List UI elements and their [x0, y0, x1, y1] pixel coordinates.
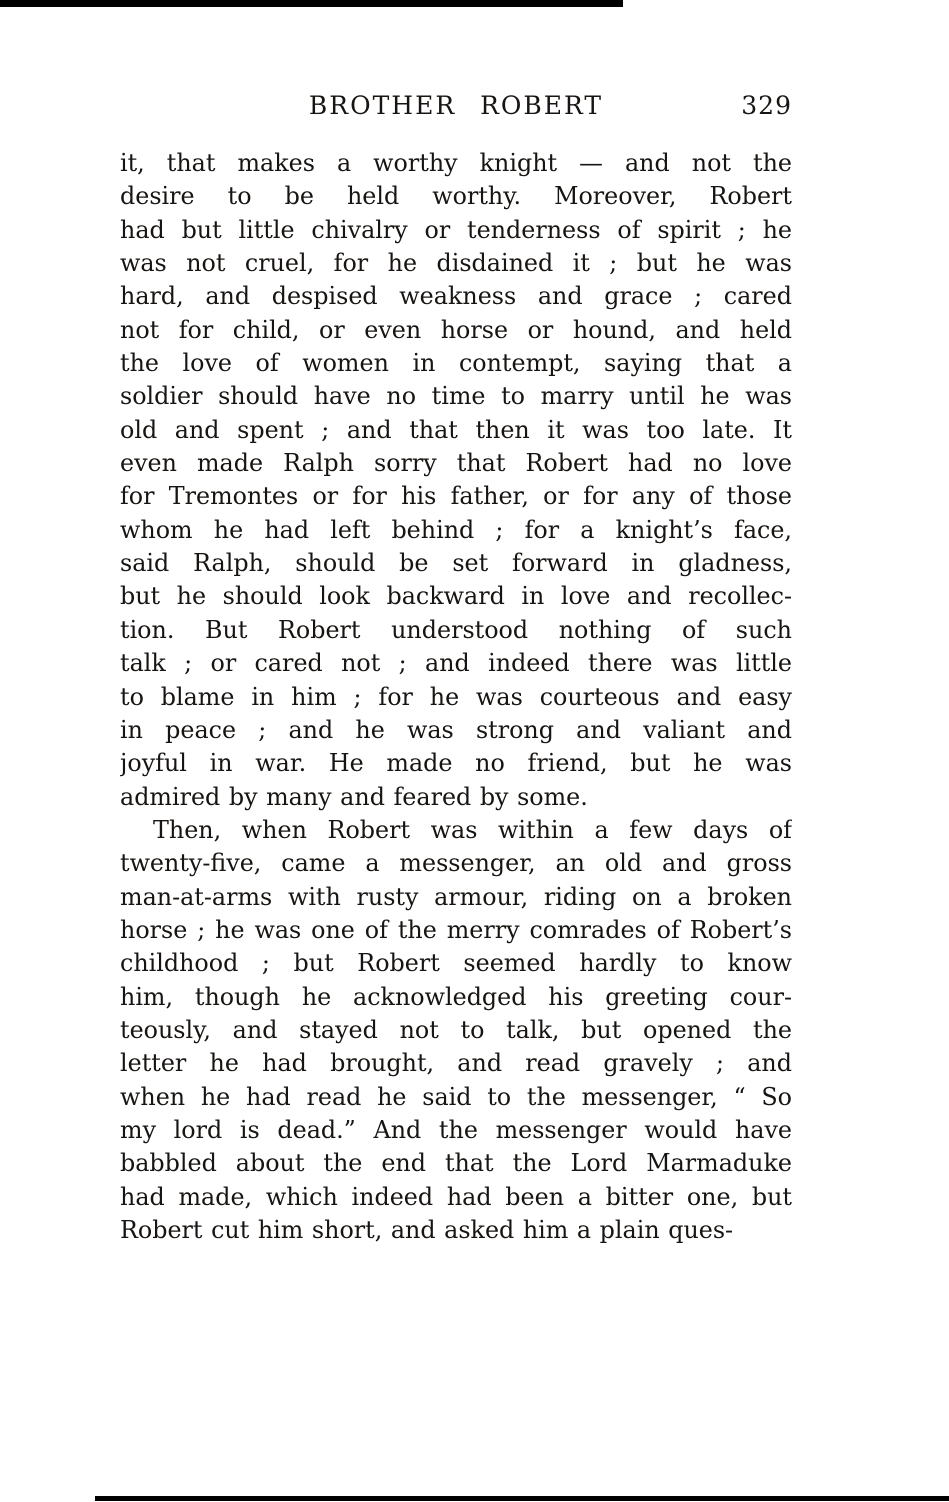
text-line: man-at-arms with rusty armour, riding on a broken — [120, 882, 792, 911]
text-line: but he should look backward in love and recollec- — [120, 582, 792, 611]
text-line: twenty-five, came a messenger, an old and gross — [120, 849, 792, 878]
text-line: Then, when Robert was within a few days of — [153, 815, 792, 844]
text-line: was not cruel, for he disdained it ; but he was — [120, 249, 792, 278]
text-line: soldier should have no time to marry until he was — [120, 382, 792, 411]
text-line: for Tremontes or for his father, or for any of those — [120, 482, 792, 511]
text-line: childhood ; but Robert seemed hardly to know — [120, 949, 792, 978]
text-line: to blame in him ; for he was courteous and easy — [120, 682, 792, 711]
page-header — [120, 90, 792, 122]
text-line: my lord is dead.” And the messenger would have — [120, 1115, 792, 1144]
text-line: desire to be held worthy. Moreover, Robert — [120, 182, 792, 211]
text-line: whom he had left behind ; for a knight’s face, — [120, 515, 792, 544]
scan-artifact-top — [0, 0, 623, 7]
text-line: him, though he acknowledged his greeting cour- — [120, 982, 792, 1011]
text-line: tion. But Robert understood nothing of such — [120, 615, 792, 644]
body-text-block — [120, 147, 792, 1247]
text-line: in peace ; and he was strong and valiant and — [120, 715, 792, 744]
text-line: not for child, or even horse or hound, and held — [120, 315, 792, 344]
text-line: admired by many and feared by some. — [120, 782, 588, 811]
text-line: teously, and stayed not to talk, but opened the — [120, 1015, 792, 1044]
text-line: letter he had brought, and read gravely ; and — [120, 1049, 792, 1078]
text-line: had made, which indeed had been a bitter one, but — [120, 1182, 792, 1211]
text-line: horse ; he was one of the merry comrades of Robert’s — [120, 915, 792, 944]
scan-artifact-bottom — [95, 1496, 949, 1501]
text-line: said Ralph, should be set forward in gladness, — [120, 549, 792, 578]
text-line: babbled about the end that the Lord Marmaduke — [120, 1149, 792, 1178]
text-line: when he had read he said to the messenger, “ So — [120, 1082, 792, 1111]
text-line: Robert cut him short, and asked him a plain ques- — [120, 1216, 734, 1244]
text-line: talk ; or cared not ; and indeed there was little — [120, 649, 792, 678]
text-line: hard, and despised weakness and grace ; cared — [120, 282, 792, 311]
text-line: it, that makes a worthy knight — and not the — [120, 149, 792, 177]
text-line: old and spent ; and that then it was too late. It — [120, 415, 792, 444]
running-title: BROTHER ROBERT — [308, 91, 604, 120]
page-number: 329 — [741, 91, 792, 120]
text-line: the love of women in contempt, saying that a — [120, 349, 792, 378]
text-line: even made Ralph sorry that Robert had no love — [120, 449, 792, 478]
text-line: had but little chivalry or tenderness of spirit ; he — [120, 215, 792, 244]
text-line: joyful in war. He made no friend, but he was — [120, 749, 792, 778]
